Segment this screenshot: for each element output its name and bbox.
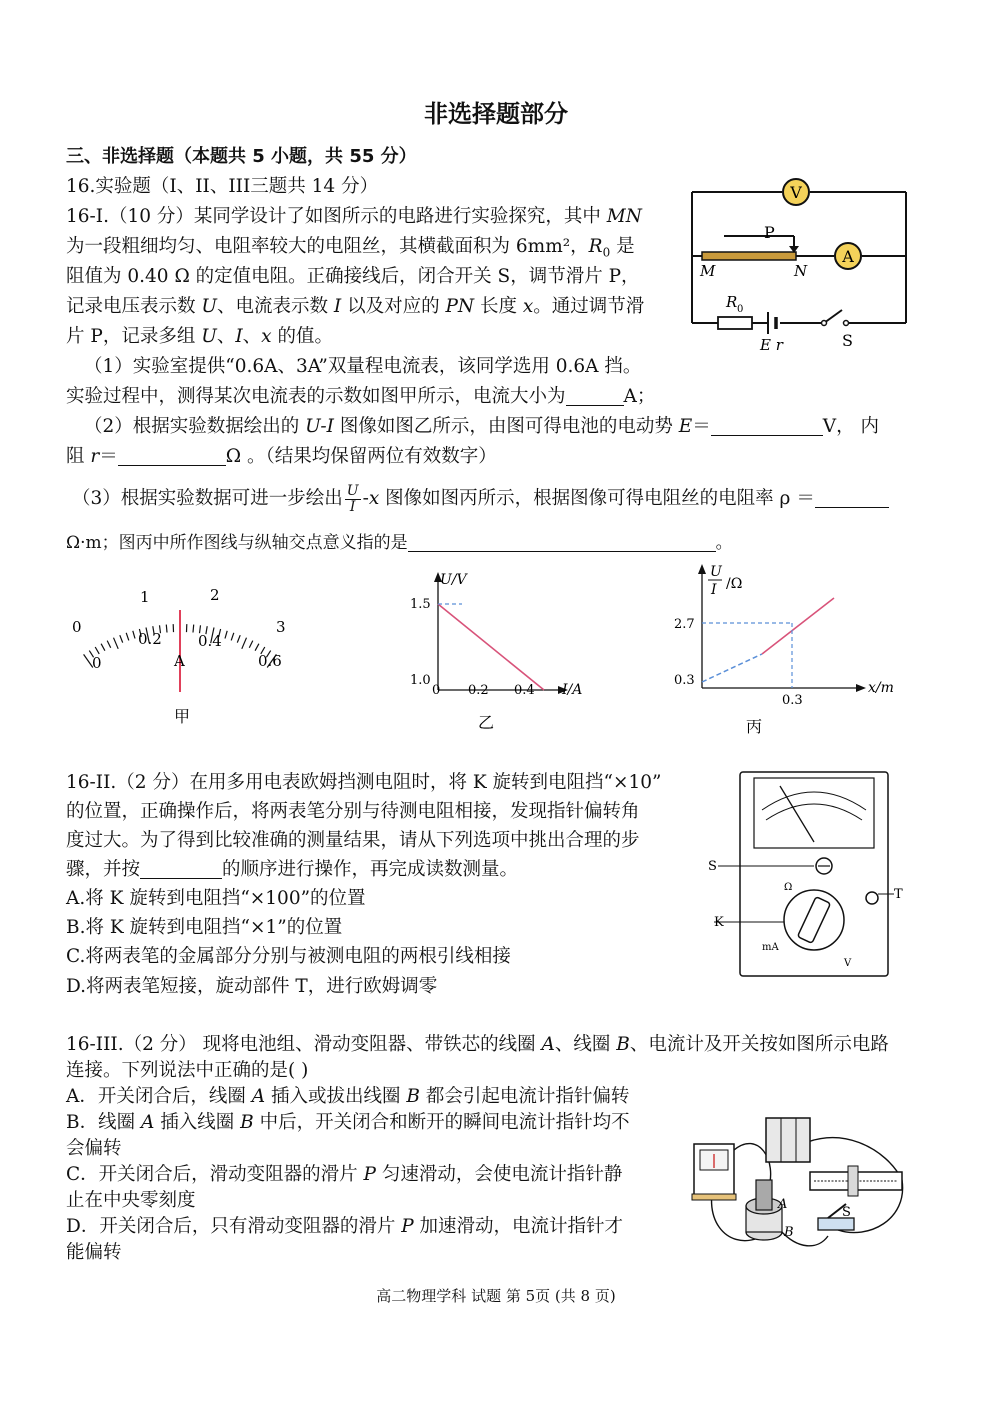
svg-text:V: V <box>790 183 802 202</box>
switch-s-icon <box>822 321 827 326</box>
jia-bottom-label: 0.2 <box>138 630 162 648</box>
q16II-line3: 度过大。为了得到比较准确的测量结果，请从下列选项中挑出合理的步 <box>66 830 640 851</box>
q16III-line1: 16-III.（2 分） 现将电池组、滑动变阻器、带铁芯的线圈 A、线圈 B、电流计及开关按如图所示电路 <box>66 1034 889 1055</box>
scale-tick <box>237 635 240 642</box>
bing-ytick: 2.7 <box>674 617 695 632</box>
figure-jia-ammeter <box>62 580 302 730</box>
jia-top-label: 1 <box>140 588 150 606</box>
jia-unit: A <box>174 652 185 670</box>
bing-ytick: 0.3 <box>674 673 695 688</box>
svg-text:0: 0 <box>737 304 744 315</box>
bing-caption: 丙 <box>746 717 763 736</box>
circuit-diagram <box>684 176 914 352</box>
bing-xtick: 0.3 <box>782 693 803 708</box>
scale-tick <box>126 633 129 641</box>
q16III-option-b-cont: 会偏转 <box>66 1138 122 1159</box>
yi-xtick: 0 <box>432 683 441 698</box>
ui-line <box>438 604 544 690</box>
q16II-line2: 的位置，正确操作后，将两表笔分别与待测电阻相接，发现指针偏转角 <box>66 801 640 822</box>
bing-ylabel-unit: /Ω <box>726 576 743 592</box>
q16I-line5: 片 P，记录多组 U、I、x 的值。 <box>66 326 333 347</box>
q16I-part3-line1: （3）根据实验数据可进一步绘出 $\frac{U}{I}$ -x 图像如图丙所示，根据图像可得电阻丝的电阻率 ρ ＝ <box>72 482 889 516</box>
q16III-option-a: A．开关闭合后，线圈 A 插入或拔出线圈 B 都会引起电流计指针偏转 <box>66 1086 630 1107</box>
scale-tick <box>120 635 123 642</box>
q16II-option-c: C.将两表笔的金属部分分别与被测电阻的两根引线相接 <box>66 946 511 967</box>
q16I-part2-line1: （2）根据实验数据绘出的 U-I 图像如图乙所示，由图可得电池的电动势 E＝ V， 内 <box>84 416 880 437</box>
svg-text:N: N <box>794 262 808 280</box>
q16II-option-d: D.将两表笔短接，旋动部件 T，进行欧姆调零 <box>66 976 438 997</box>
scale-tick <box>114 638 119 649</box>
svg-text:R: R <box>726 293 738 311</box>
page-footer: 高二物理学科 试题 第 5页 (共 8 页) <box>376 1287 616 1305</box>
jia-bottom-label: 0 <box>92 654 102 672</box>
q16II-line1: 16-II.（2 分）在用多用电表欧姆挡测电阻时，将 K 旋转到电阻挡“×10” <box>66 772 662 793</box>
page-title: 非选择题部分 <box>424 100 568 128</box>
q16III-option-d: D．开关闭合后，只有滑动变阻器的滑片 P 加速滑动，电流计指针才 <box>66 1216 624 1237</box>
slider-p-label: P <box>764 223 775 242</box>
resistor-r0-icon <box>718 317 752 329</box>
q16II-option-a: A.将 K 旋转到电阻挡“×100”的位置 <box>66 888 366 909</box>
q16I-part1-line2: 实验过程中，测得某次电流表的示数如图甲所示，电流大小为 A； <box>66 386 656 407</box>
scale-tick <box>242 638 247 649</box>
q16I-part2-line2: 阻 r＝ Ω 。（结果均保留两位有效数字） <box>66 446 497 467</box>
svg-text:A: A <box>842 247 854 266</box>
scale-tick <box>166 625 167 633</box>
svg-text:mA: mA <box>762 942 779 953</box>
q16III-option-c: C．开关闭合后，滑动变阻器的滑片 P 匀速滑动，会使电流计指针静 <box>66 1164 623 1185</box>
bing-xlabel: x/m <box>868 680 894 696</box>
svg-text:V: V <box>844 958 852 969</box>
answer-blank-current[interactable] <box>566 385 624 406</box>
q16II-line4: 骤，并按 的顺序进行操作，再完成读数测量。 <box>66 859 519 880</box>
u-over-i-fraction: $\frac{U}{I}$ <box>346 482 359 515</box>
q16III-option-c-cont: 止在中央零刻度 <box>66 1190 196 1211</box>
figure-bing-graph <box>670 560 910 740</box>
answer-blank-order[interactable] <box>140 858 222 879</box>
jia-top-label: 3 <box>276 618 286 636</box>
multimeter-t-label: T <box>894 887 903 902</box>
apparatus-s-label: S <box>842 1205 851 1220</box>
answer-blank-resistivity[interactable] <box>815 487 889 508</box>
bing-ylabel-num: U <box>710 564 722 580</box>
answer-blank-emf[interactable] <box>711 415 823 436</box>
scale-tick <box>231 633 234 641</box>
yi-ytick: 1.0 <box>410 673 431 688</box>
q16III-line2: 连接。下列说法中正确的是( ) <box>66 1060 309 1081</box>
resistance-wire-mn <box>702 252 796 260</box>
multimeter-s-label: S <box>708 859 717 874</box>
svg-text:S: S <box>842 331 853 350</box>
jia-top-label: 2 <box>210 586 220 604</box>
yi-xtick: 0.4 <box>514 683 535 698</box>
svg-text:Ω: Ω <box>784 882 793 893</box>
yi-xlabel: I/A <box>562 682 583 698</box>
q16I-line4: 记录电压表示数 U、电流表示数 I 以及对应的 PN 长度 x。通过调节滑 <box>66 296 645 317</box>
answer-blank-resistance[interactable] <box>118 445 226 466</box>
yi-ylabel: U/V <box>440 572 467 588</box>
multimeter-dial <box>754 778 874 848</box>
q16III-option-d-cont: 能偏转 <box>66 1242 122 1263</box>
yi-caption: 乙 <box>478 713 495 732</box>
q16III-option-b: B．线圈 A 插入线圈 B 中后，开关闭合和断开的瞬间电流计指针均不 <box>66 1112 630 1133</box>
scale-tick <box>225 631 227 639</box>
induction-apparatus <box>688 1110 916 1258</box>
yi-xtick: 0.2 <box>468 683 489 698</box>
apparatus-b-label: B <box>784 1225 794 1240</box>
yi-ytick: 1.5 <box>410 597 431 612</box>
jia-caption: 甲 <box>174 707 191 726</box>
jia-bottom-label: 0.6 <box>258 652 282 670</box>
scale-tick <box>95 647 99 654</box>
scale-tick <box>133 631 135 639</box>
scale-tick <box>101 644 105 651</box>
answer-blank-intercept[interactable] <box>408 531 716 552</box>
svg-text:E r: E r <box>760 336 783 352</box>
scale-tick <box>255 644 259 651</box>
jia-bottom-label: 0.4 <box>198 632 222 650</box>
coil-a-icon <box>756 1180 772 1210</box>
multimeter-k-label: K <box>714 915 724 930</box>
q16I-line3: 阻值为 0.40 Ω 的定值电阻。正确接线后，闭合开关 S，调节滑片 P， <box>66 266 640 287</box>
svg-text:M: M <box>700 262 716 280</box>
bing-ylabel-den: I <box>711 582 717 598</box>
scale-tick <box>193 625 194 633</box>
q16I-part3-line2: Ω·m；图丙中所作图线与纵轴交点意义指的是 。 <box>66 533 733 553</box>
battery-pack-icon <box>766 1118 810 1162</box>
figure-yi-ui-graph <box>402 568 602 734</box>
q16I-part1-line1: （1）实验室提供“0.6A、3A”双量程电流表，该同学选用 0.6A 挡。 <box>84 356 642 377</box>
bing-line <box>762 598 834 654</box>
q16II-option-b: B.将 K 旋转到电阻挡“×1”的位置 <box>66 917 343 938</box>
scale-tick <box>249 641 253 648</box>
section-heading: 三、非选择题（本题共 5 小题，共 55 分） <box>66 146 417 167</box>
q16I-line2: 为一段粗细均匀、电阻率较大的电阻丝，其横截面积为 6mm²，$R_0$ 是 <box>66 236 635 260</box>
q16-intro: 16.实验题（I、II、III三题共 14 分） <box>66 176 379 197</box>
ohm-adjust-t-icon <box>866 892 878 904</box>
scale-tick <box>107 641 111 648</box>
apparatus-a-label: A <box>778 1197 788 1212</box>
multimeter-figure <box>704 770 910 980</box>
q16I-line1: 16-I.（10 分）某同学设计了如图所示的电路进行实验探究，其中 MN <box>66 206 642 227</box>
jia-top-label: 0 <box>72 618 82 636</box>
